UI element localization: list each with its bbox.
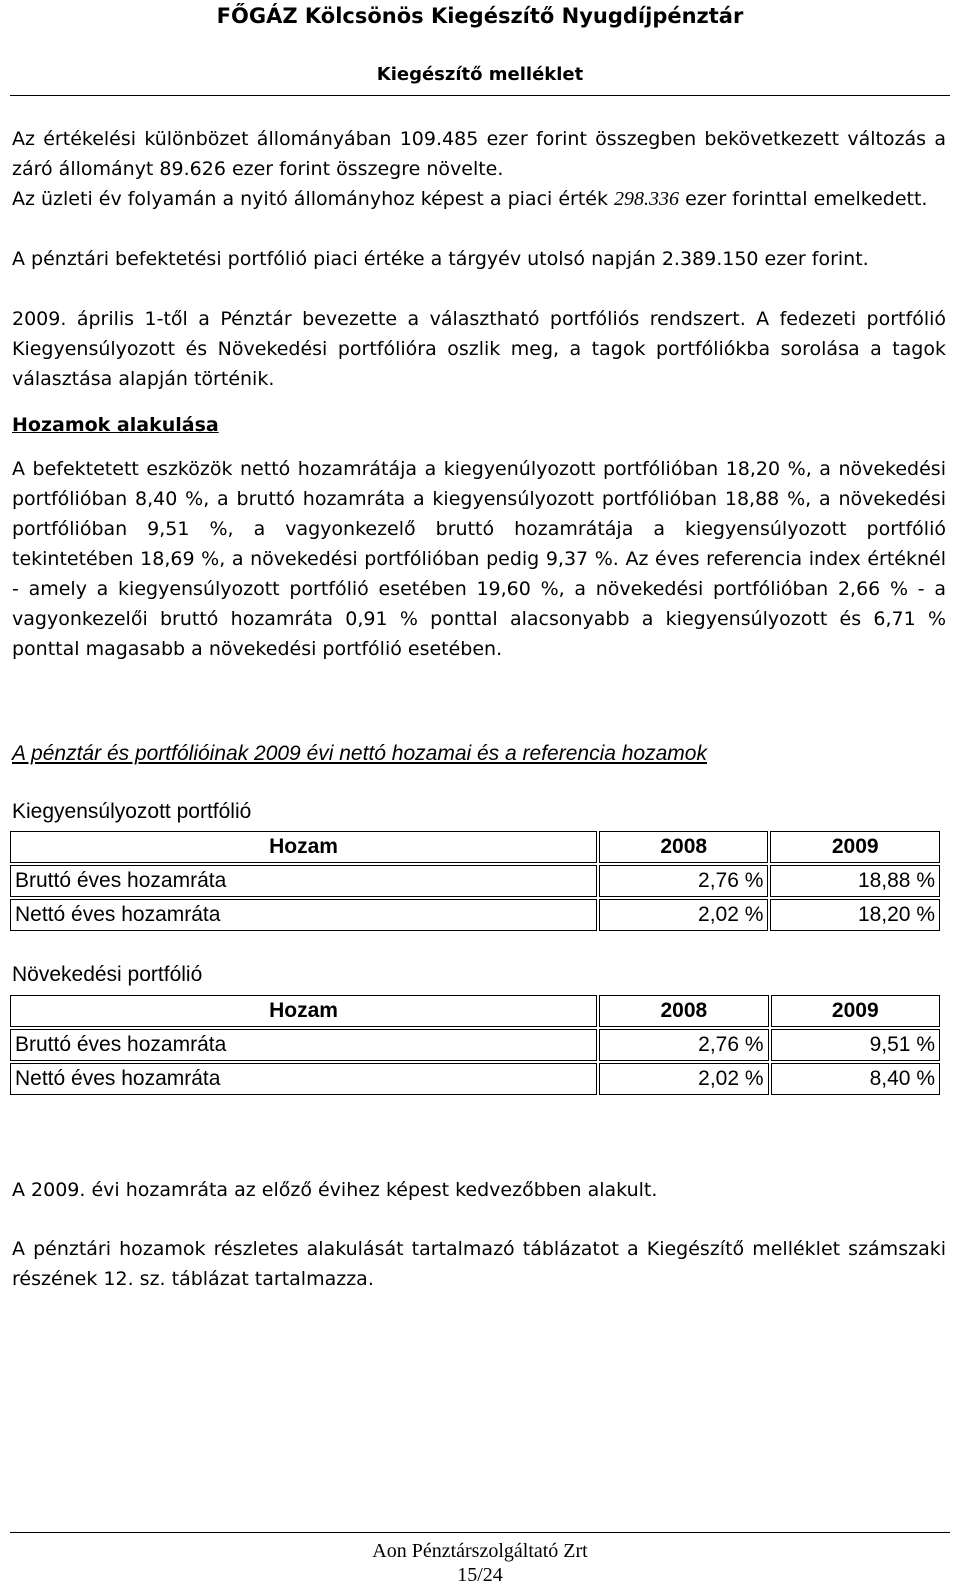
table-cell: Bruttó éves hozamráta [10,1029,597,1061]
table-cell: 18,88 % [770,865,940,897]
table-cell: 2,02 % [599,899,768,931]
intro-paragraph-2-start: Az üzleti év folyamán a nyitó állományhoz képest a piaci érték [12,188,615,210]
returns-heading: Hozamok alakulása [12,414,219,436]
table-cell: 2,76 % [599,1029,768,1061]
intro-paragraph-2 [12,184,946,214]
balanced-portfolio-label: Kiegyensúlyozott portfólió [12,800,252,823]
table-header-row [10,831,940,863]
footer-company: Aon Pénztárszolgáltató Zrt [372,1540,588,1562]
table-cell: Nettó éves hozamráta [10,1063,597,1095]
balanced-portfolio-table [8,829,942,933]
document-subtitle: Kiegészítő melléklet [376,64,584,85]
table-cell: Nettó éves hozamráta [10,899,597,931]
table-row [10,1063,940,1095]
intro-paragraph-3: A pénztári befektetési portfólió piaci értéke a tárgyév utolsó napján 2.389.150 ezer forint. [12,248,869,270]
header-cell: Hozam [10,831,597,863]
header-cell: Hozam [10,995,597,1027]
returns-paragraph: A befektetett eszközök nettó hozamrátája a kiegyenúlyozott portfólióban 18,20 %, a növekedési portfólióban 8,40 %, a bruttó hozamráta a kiegyensúlyozott portfólióban 18,88 %, a növekedési portfólióban 9,51 %, a vagyonkezelő bruttó hozamrátája a kiegyensúlyozott portfólió tekintetében 18,69 %, a növekedési portfólióban pedig 9,37 %. Az éves referencia index értéknél - amely a kiegyensúlyozott portfólió esetében 19,60 %, a növekedési portfólióban 2,66 % - a vagyonkezelői bruttó hozamráta 0,91 % ponttal alacsonyabb a kiegyensúlyozott és 6,71 % ponttal magasabb a növekedési portfólió esetében. [12,458,946,660]
page-number: 15/24 [457,1564,503,1586]
table-cell: 2,02 % [599,1063,768,1095]
header-cell: 2008 [599,831,768,863]
table-row [10,899,940,931]
table-cell: 9,51 % [771,1029,940,1061]
intro-paragraph-1: Az értékelési különbözet állományában 109.485 ezer forint összegben bekövetkezett változás a záró állományt 89.626 ezer forint összegre növelte. [12,128,946,180]
header-cell: 2009 [770,831,940,863]
intro-paragraph-4: 2009. április 1-től a Pénztár bevezette a választható portfóliós rendszert. A fedezeti portfólió Kiegyensúlyozott és Növekedési portfólióra oszlik meg, a tagok portfóliókba sorolása a tagok választása alapján történik. [12,308,946,390]
table-cell: 8,40 % [771,1063,940,1095]
intro-paragraph-2-end: ezer forinttal emelkedett. [679,188,928,210]
tables-caption: A pénztár és portfólióinak 2009 évi nettó hozamai és a referencia hozamok [12,742,707,765]
table-cell: 18,20 % [770,899,940,931]
header-cell: 2009 [771,995,940,1027]
intro-market-value-change: 298.336 [614,188,680,210]
footer-rule [10,1532,950,1533]
table-cell: Bruttó éves hozamráta [10,865,597,897]
closing-paragraph-2: A pénztári hozamok részletes alakulását tartalmazó táblázatot a Kiegészítő melléklet számszaki részének 12. sz. táblázat tartalmazza. [12,1238,946,1290]
table-row [10,1029,940,1061]
growth-portfolio-label: Növekedési portfólió [12,963,203,986]
table-row [10,865,940,897]
table-cell: 2,76 % [599,865,768,897]
document-title: FŐGÁZ Kölcsönös Kiegészítő Nyugdíjpénztár [216,4,744,28]
header-rule [10,95,950,96]
growth-portfolio-table [8,993,942,1097]
header-cell: 2008 [599,995,768,1027]
closing-paragraph-1: A 2009. évi hozamráta az előző évihez képest kedvezőbben alakult. [12,1179,658,1201]
table-header-row [10,995,940,1027]
